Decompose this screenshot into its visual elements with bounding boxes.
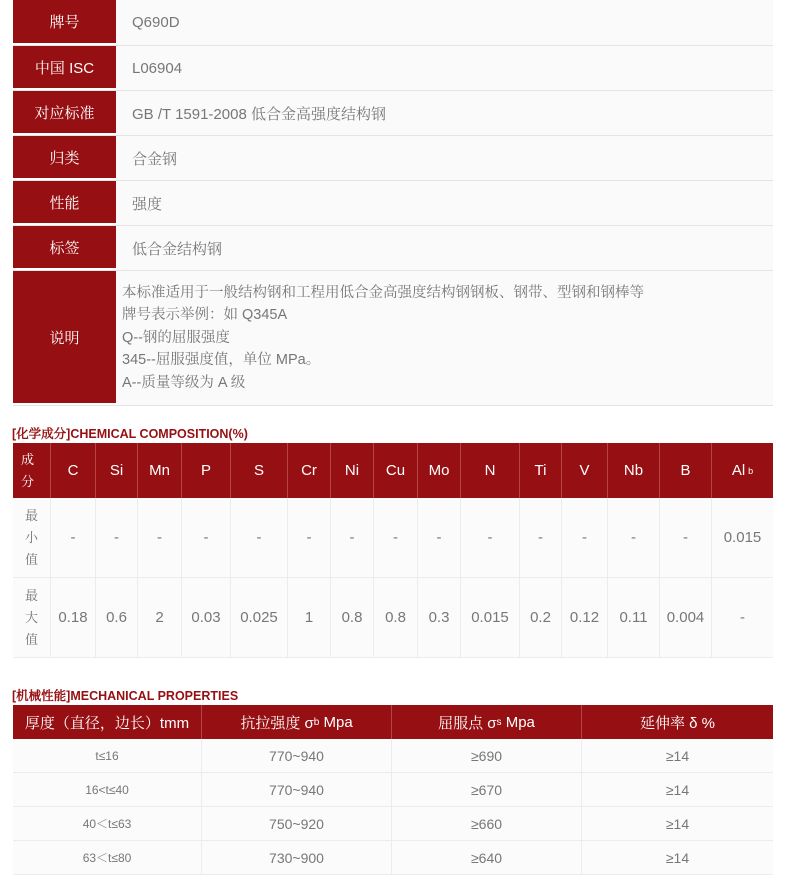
element-cu	[374, 443, 418, 498]
chemical-header-row	[13, 443, 773, 498]
composition-value: 0.015	[461, 578, 520, 657]
chemical-row-min	[13, 498, 773, 578]
composition-value: -	[374, 498, 418, 577]
description-text	[116, 271, 773, 405]
description-line: A--质量等级为 A 级	[122, 374, 246, 391]
element-ni	[331, 443, 374, 498]
composition-value: -	[520, 498, 562, 577]
mechanical-table	[13, 705, 773, 875]
cell-thickness: t≤16	[13, 739, 202, 772]
table-row	[13, 807, 773, 841]
composition-value: 0.8	[374, 578, 418, 657]
element-nb	[608, 443, 660, 498]
info-row-property	[13, 181, 773, 226]
table-row	[13, 739, 773, 773]
composition-value: 0.11	[608, 578, 660, 657]
chemical-row-max	[13, 578, 773, 658]
table-row	[13, 773, 773, 807]
header-elongation	[582, 705, 773, 739]
composition-value: 0.18	[51, 578, 96, 657]
info-row-tag	[13, 226, 773, 271]
info-label: 归类	[13, 136, 116, 180]
info-row-description	[13, 271, 773, 406]
description-line: Q--钢的屈服强度	[122, 329, 230, 346]
cell-elongation: ≥14	[665, 849, 690, 866]
composition-value: -	[182, 498, 231, 577]
info-label: 说明	[13, 271, 116, 405]
composition-value: -	[288, 498, 331, 577]
composition-value: 1	[288, 578, 331, 657]
cell-tensile: 730~900	[202, 841, 392, 874]
info-value: 强度	[132, 195, 163, 213]
cell-thickness: 16<t≤40	[13, 773, 202, 806]
header-tensile	[202, 705, 392, 739]
element-symbol: Si	[109, 462, 124, 479]
info-value: Q690D	[132, 14, 180, 31]
header-subscript: b	[313, 716, 320, 728]
element-b	[660, 443, 712, 498]
cell-thickness: 63＜t≤80	[13, 841, 202, 874]
info-label: 牌号	[13, 0, 116, 45]
element-ti	[520, 443, 562, 498]
cell-elongation: ≥14	[665, 815, 690, 832]
element-symbol: Cu	[385, 462, 406, 479]
composition-value: -	[740, 608, 745, 626]
info-value: L06904	[132, 59, 183, 77]
table-row	[13, 841, 773, 875]
element-symbol: P	[200, 462, 211, 479]
info-label: 中国 ISC	[13, 46, 116, 90]
element-symbol: Al	[731, 462, 746, 479]
cell-tensile: 770~940	[202, 739, 392, 772]
composition-value: -	[608, 498, 660, 577]
info-label: 标签	[13, 226, 116, 270]
element-symbol: S	[253, 462, 264, 479]
cell-thickness: 40＜t≤63	[13, 807, 202, 840]
composition-value: 0.025	[231, 578, 288, 657]
info-row-category	[13, 136, 773, 181]
composition-value: 0.8	[331, 578, 374, 657]
chemical-table	[13, 443, 773, 658]
element-c	[51, 443, 96, 498]
header-text: 厚度（直径，边长）tmm	[24, 714, 190, 732]
element-n	[461, 443, 520, 498]
element-si	[96, 443, 138, 498]
mechanical-section-title: [机械性能]MECHANICAL PROPERTIES	[12, 689, 239, 703]
header-text: 抗拉强度 σ	[240, 714, 314, 732]
header-unit: Mpa	[501, 713, 535, 731]
composition-value: -	[138, 498, 182, 577]
info-label: 性能	[13, 181, 116, 225]
composition-value: -	[461, 498, 520, 577]
header-yield	[392, 705, 582, 739]
element-symbol: Nb	[623, 462, 644, 479]
composition-value: -	[418, 498, 461, 577]
composition-value: 0.6	[96, 578, 138, 657]
composition-value: 2	[138, 578, 182, 657]
element-symbol: C	[67, 462, 79, 479]
cell-yield: ≥690	[392, 739, 582, 772]
element-symbol: Mo	[428, 462, 450, 479]
element-symbol: V	[579, 462, 590, 479]
composition-value: -	[331, 498, 374, 577]
info-label: 对应标准	[13, 91, 116, 135]
element-symbol: B	[680, 462, 691, 479]
composition-value: 0.3	[418, 578, 461, 657]
header-unit: Mpa	[319, 713, 353, 731]
element-symbol: Cr	[301, 462, 317, 479]
cell-tensile: 770~940	[202, 773, 392, 806]
description-line: 345--屈服强度值，单位 MPa。	[122, 352, 321, 369]
mechanical-header-row	[13, 705, 773, 739]
description-line: 本标准适用于一般结构钢和工程用低合金高强度结构钢钢板、钢带、型钢和钢棒等	[122, 284, 644, 301]
header-text: 屈服点 σ	[438, 714, 497, 732]
header-text: 延伸率 δ %	[639, 714, 716, 732]
element-mo	[418, 443, 461, 498]
info-table	[13, 0, 773, 406]
composition-value: -	[562, 498, 608, 577]
element-mn	[138, 443, 182, 498]
composition-value: -	[96, 498, 138, 577]
cell-yield: ≥670	[392, 773, 582, 806]
composition-value: 0.015	[723, 528, 762, 546]
element-symbol: N	[484, 462, 496, 479]
info-value: 合金钢	[132, 150, 178, 168]
element-symbol: Ni	[344, 462, 360, 479]
composition-value: -	[660, 498, 712, 577]
chemical-header-label: 成分	[13, 443, 51, 498]
element-v	[562, 443, 608, 498]
description-line: 牌号表示举例：如 Q345A	[122, 307, 288, 324]
header-thickness	[13, 705, 202, 739]
info-row-standard	[13, 91, 773, 136]
composition-value: -	[51, 498, 96, 577]
cell-yield: ≥640	[392, 841, 582, 874]
composition-value: 0.2	[520, 578, 562, 657]
cell-yield: ≥660	[392, 807, 582, 840]
header-subscript: s	[496, 716, 502, 728]
composition-value: 0.03	[182, 578, 231, 657]
row-label: 最小值	[13, 498, 51, 577]
element-symbol: Ti	[534, 462, 547, 479]
element-symbol: Mn	[149, 462, 170, 479]
element-superscript: b	[748, 465, 754, 476]
chemical-section-title: [化学成分]CHEMICAL COMPOSITION(%)	[12, 427, 248, 441]
composition-value: -	[231, 498, 288, 577]
info-row-grade	[13, 0, 773, 46]
element-s	[231, 443, 288, 498]
element-al	[712, 443, 773, 498]
info-value: 低合金结构钢	[132, 240, 223, 258]
element-p	[182, 443, 231, 498]
row-label: 最大值	[13, 578, 51, 657]
cell-tensile: 750~920	[202, 807, 392, 840]
cell-elongation: ≥14	[665, 781, 690, 798]
element-cr	[288, 443, 331, 498]
info-row-isc	[13, 46, 773, 91]
info-value: GB /T 1591-2008 低合金高强度结构钢	[132, 105, 386, 123]
cell-elongation: ≥14	[665, 747, 690, 764]
composition-value: 0.12	[562, 578, 608, 657]
composition-value: 0.004	[660, 578, 712, 657]
